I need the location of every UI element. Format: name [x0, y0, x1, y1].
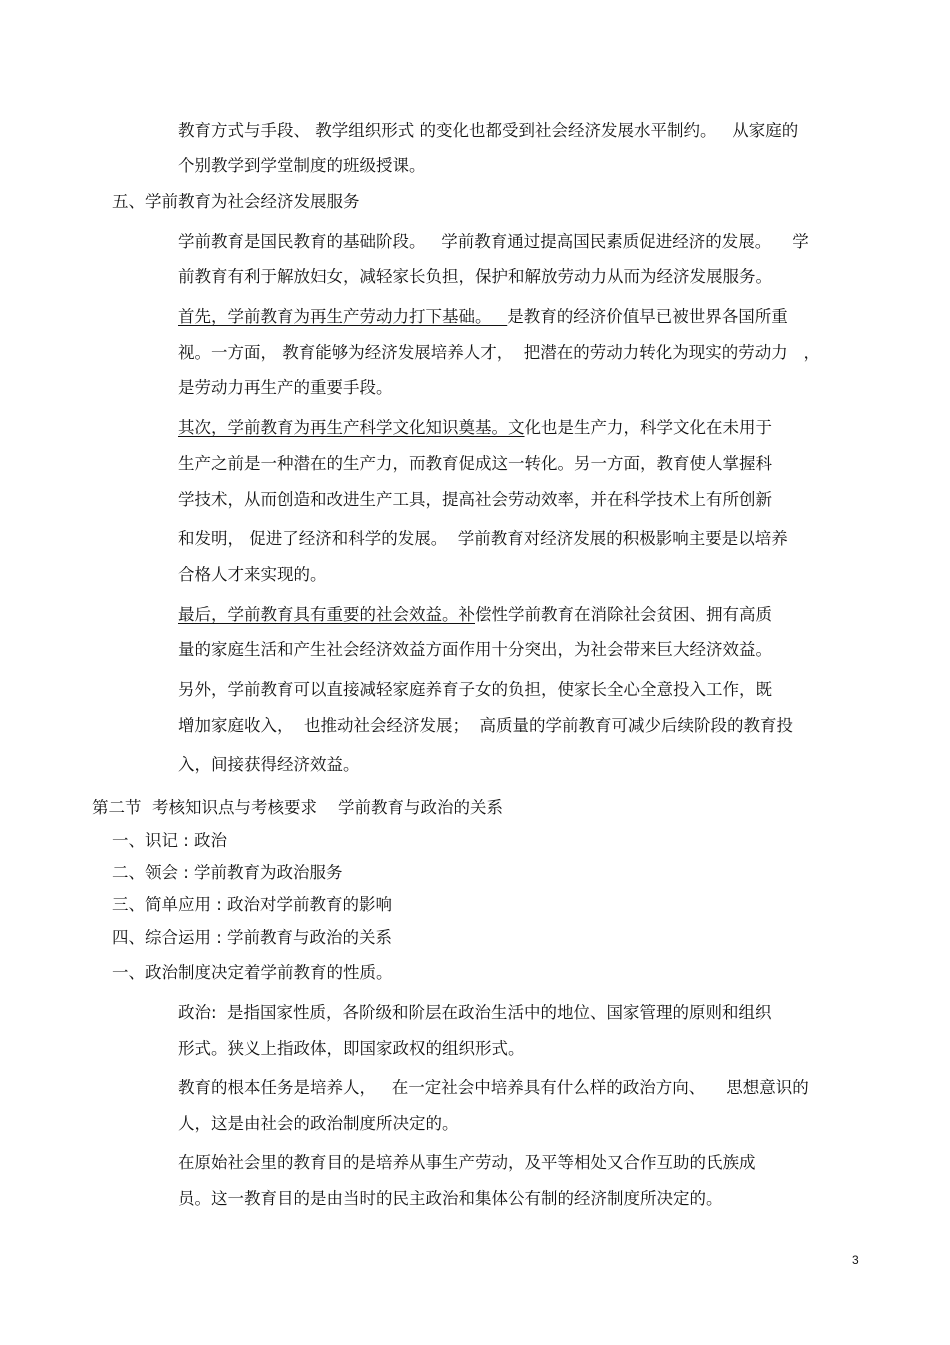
text-line: 是劳动力再生产的重要手段。 — [178, 378, 393, 397]
underlined-text: 最后，学前教育具有重要的社会效益。补 — [178, 605, 475, 624]
text-line: 教育的根本任务是培养人， 在一定社会中培养具有什么样的政治方向、 思想意识的 — [178, 1078, 809, 1097]
list-item: 二、领会 : 学前教育为政治服务 — [112, 863, 343, 882]
text-line: 前教育有利于解放妇女，减轻家长负担，保护和解放劳动力从而为经济发展服务。 — [178, 267, 772, 286]
text-line: 视。一方面， 教育能够为经济发展培养人才， 把潜在的劳动力转化为现实的劳动力 ， — [178, 343, 820, 362]
text-line — [178, 306, 788, 328]
list-item: 一、识记 : 政治 — [112, 831, 228, 850]
section-title: 第二节 考核知识点与考核要求 学前教育与政治的关系 — [92, 798, 503, 817]
text-run: 化也是生产力，科学文化在未用于 — [524, 418, 772, 437]
text-line: 员。这一教育目的是由当时的民主政治和集体公有制的经济制度所决定的。 — [178, 1189, 723, 1208]
text-line: 政治: 是指国家性质，各阶级和阶层在政治生活中的地位、国家管理的原则和组织 — [178, 1003, 772, 1022]
text-line — [178, 604, 772, 626]
text-run: 是教育的经济价值早已被世界各国所重 — [507, 307, 788, 326]
list-item: 三、简单应用 : 政治对学前教育的影响 — [112, 895, 393, 914]
text-line: 人，这是由社会的政治制度所决定的。 — [178, 1114, 459, 1133]
text-line: 和发明， 促进了经济和科学的发展。 学前教育对经济发展的积极影响主要是以培养 — [178, 529, 788, 548]
section-heading: 五、学前教育为社会经济发展服务 — [112, 192, 360, 211]
text-line: 增加家庭收入， 也推动社会经济发展； 高质量的学前教育可减少后续阶段的教育投 — [178, 716, 793, 735]
section-heading: 一、政治制度决定着学前教育的性质。 — [112, 963, 393, 982]
list-item: 四、综合运用 : 学前教育与政治的关系 — [112, 928, 393, 947]
underlined-text: 其次，学前教育为再生产科学文化知识奠基。文 — [178, 418, 525, 437]
text-line: 学技术，从而创造和改进生产工具，提高社会劳动效率，并在科学技术上有所创新 — [178, 490, 772, 509]
text-line: 在原始社会里的教育目的是培养从事生产劳动，及平等相处又合作互助的氏族成 — [178, 1153, 756, 1172]
page-number: 3 — [852, 1253, 859, 1267]
underlined-text: 首先，学前教育为再生产劳动力打下基础。 — [178, 307, 508, 326]
text-line: 生产之前是一种潜在的生产力，而教育促成这一转化。另一方面，教育使人掌握科 — [178, 454, 772, 473]
text-line: 形式。狭义上指政体，即国家政权的组织形式。 — [178, 1039, 525, 1058]
text-line: 入，间接获得经济效益。 — [178, 755, 360, 774]
text-line — [178, 417, 772, 439]
text-line: 另外，学前教育可以直接减轻家庭养育子女的负担，使家长全心全意投入工作，既 — [178, 680, 772, 699]
text-line: 教育方式与手段、 教学组织形式 的变化也都受到社会经济发展水平制约。 从家庭的 — [178, 121, 799, 140]
text-line: 学前教育是国民教育的基础阶段。 学前教育通过提高国民素质促进经济的发展。 学 — [178, 232, 809, 251]
text-line: 合格人才来实现的。 — [178, 565, 327, 584]
text-run: 偿性学前教育在消除社会贫困、拥有高质 — [475, 605, 772, 624]
text-line: 个别教学到学堂制度的班级授课。 — [178, 156, 426, 175]
text-line: 量的家庭生活和产生社会经济效益方面作用十分突出，为社会带来巨大经济效益。 — [178, 640, 772, 659]
